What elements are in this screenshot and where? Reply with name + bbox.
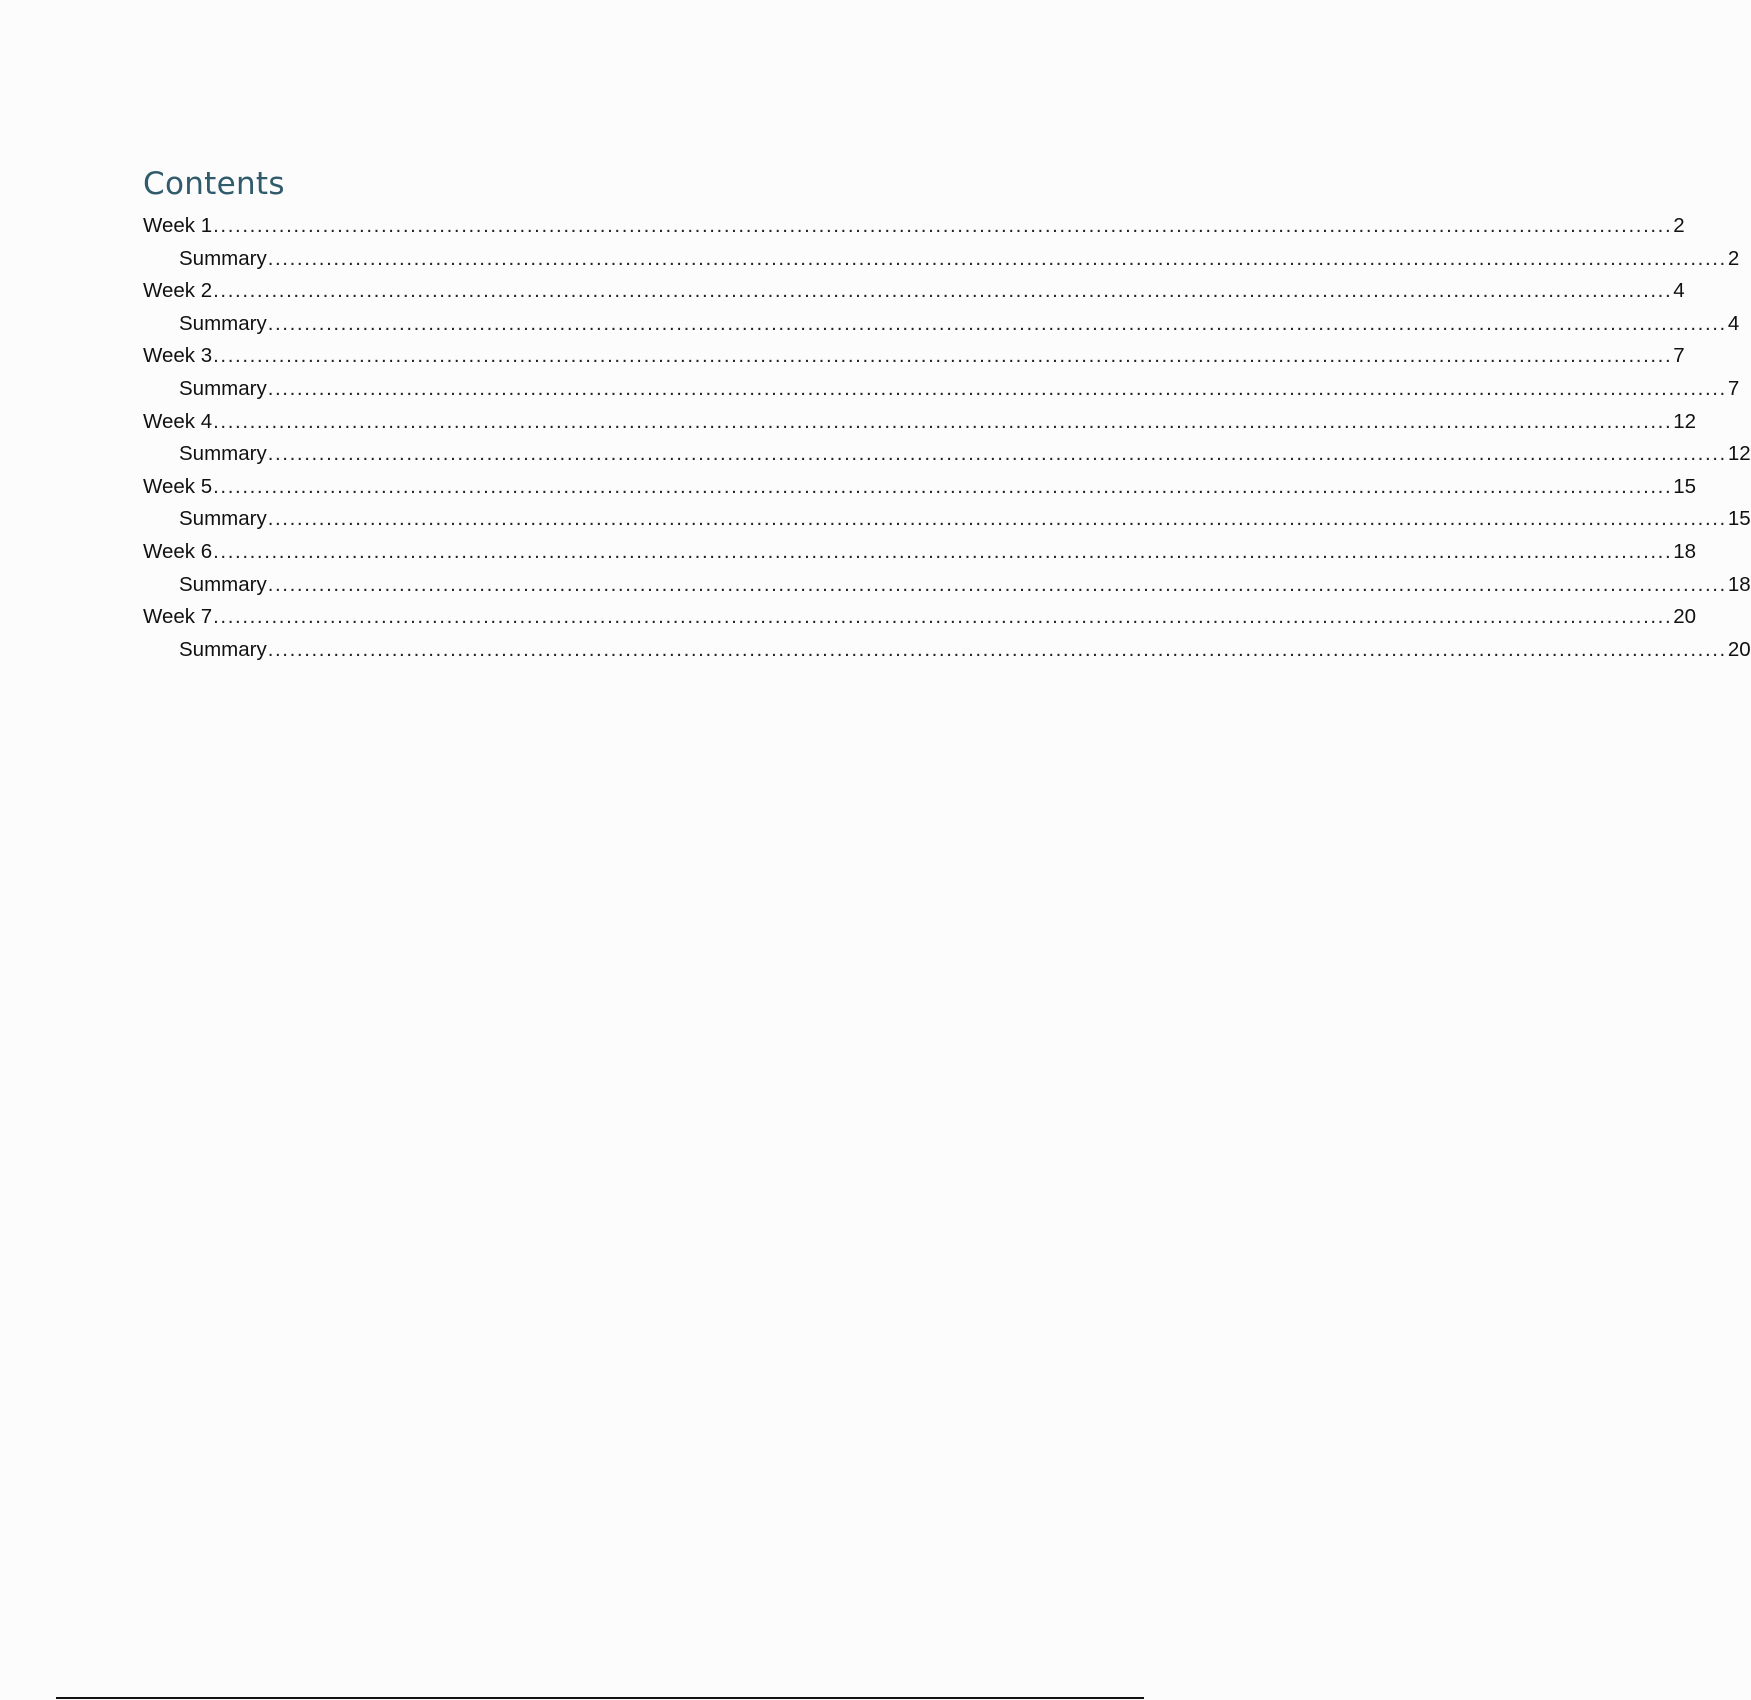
- toc-page-number: 18: [1673, 539, 1697, 563]
- toc-dot-leader: ........................................................................................................................................................................................................: [213, 539, 1673, 563]
- toc-page-number: 4: [1727, 311, 1740, 335]
- toc-entry-week-4-summary[interactable]: [143, 438, 1751, 471]
- toc-entry-label: Summary: [179, 507, 267, 531]
- toc-entry-label: Week 1: [143, 214, 213, 237]
- table-of-contents: [143, 210, 1751, 666]
- toc-entry-week-1[interactable]: [143, 210, 1685, 243]
- toc-dot-leader: ........................................................................................................................................................................................................: [267, 442, 1727, 466]
- toc-dot-leader: ........................................................................................................................................................................................................: [213, 409, 1673, 433]
- toc-dot-leader: ........................................................................................................................................................................................................: [213, 605, 1673, 629]
- toc-page-number: 7: [1673, 344, 1685, 368]
- toc-entry-label: Week 7: [143, 605, 213, 629]
- toc-entry-week-4[interactable]: [143, 406, 1697, 439]
- footer-rule: [56, 1697, 1144, 1699]
- toc-dot-leader: ........................................................................................................................................................................................................: [267, 246, 1727, 270]
- toc-entry-label: Summary: [179, 572, 267, 596]
- toc-dot-leader: ........................................................................................................................................................................................................: [267, 572, 1727, 596]
- toc-entry-label: Week 3: [143, 344, 213, 368]
- toc-entry-label: Week 4: [143, 409, 213, 433]
- toc-dot-leader: ........................................................................................................................................................................................................: [267, 637, 1727, 661]
- toc-entry-week-5-summary[interactable]: [143, 503, 1751, 536]
- toc-entry-week-6[interactable]: [143, 536, 1697, 569]
- toc-page-number: 7: [1727, 376, 1740, 400]
- toc-entry-label: Summary: [179, 311, 267, 335]
- toc-entry-week-3[interactable]: [143, 340, 1685, 373]
- toc-page-number: 4: [1673, 279, 1685, 303]
- toc-entry-week-7-summary[interactable]: [143, 634, 1751, 667]
- toc-dot-leader: ........................................................................................................................................................................................................: [267, 507, 1727, 531]
- toc-entry-label: Week 5: [143, 474, 213, 498]
- contents-heading: Contents: [143, 166, 285, 202]
- toc-entry-label: Summary: [179, 637, 267, 661]
- toc-page-number: 15: [1727, 507, 1751, 531]
- toc-dot-leader: ........................................................................................................................................................................................................: [213, 474, 1673, 498]
- toc-entry-week-2-summary[interactable]: [143, 308, 1740, 341]
- toc-page-number: 20: [1727, 637, 1751, 661]
- toc-page-number: 12: [1727, 442, 1751, 466]
- toc-entry-week-7[interactable]: [143, 601, 1697, 634]
- toc-dot-leader: ........................................................................................................................................................................................................: [267, 311, 1727, 335]
- toc-entry-label: Week 2: [143, 279, 213, 303]
- toc-page-number: 15: [1673, 474, 1697, 498]
- toc-page-number: 2: [1673, 214, 1685, 237]
- toc-entry-week-6-summary[interactable]: [143, 569, 1751, 602]
- toc-dot-leader: ........................................................................................................................................................................................................: [213, 214, 1673, 237]
- toc-entry-week-1-summary[interactable]: [143, 243, 1740, 276]
- toc-dot-leader: ........................................................................................................................................................................................................: [267, 376, 1727, 400]
- toc-entry-label: Summary: [179, 442, 267, 466]
- toc-entry-week-3-summary[interactable]: [143, 373, 1740, 406]
- toc-dot-leader: ........................................................................................................................................................................................................: [213, 344, 1673, 368]
- toc-entry-label: Summary: [179, 376, 267, 400]
- toc-entry-label: Summary: [179, 246, 267, 270]
- toc-entry-label: Week 6: [143, 539, 213, 563]
- toc-page-number: 18: [1727, 572, 1751, 596]
- toc-entry-week-2[interactable]: [143, 275, 1685, 308]
- toc-entry-week-5[interactable]: [143, 471, 1697, 504]
- toc-page-number: 12: [1673, 409, 1697, 433]
- toc-dot-leader: ........................................................................................................................................................................................................: [213, 279, 1673, 303]
- toc-page-number: 2: [1727, 246, 1740, 270]
- toc-page-number: 20: [1673, 605, 1697, 629]
